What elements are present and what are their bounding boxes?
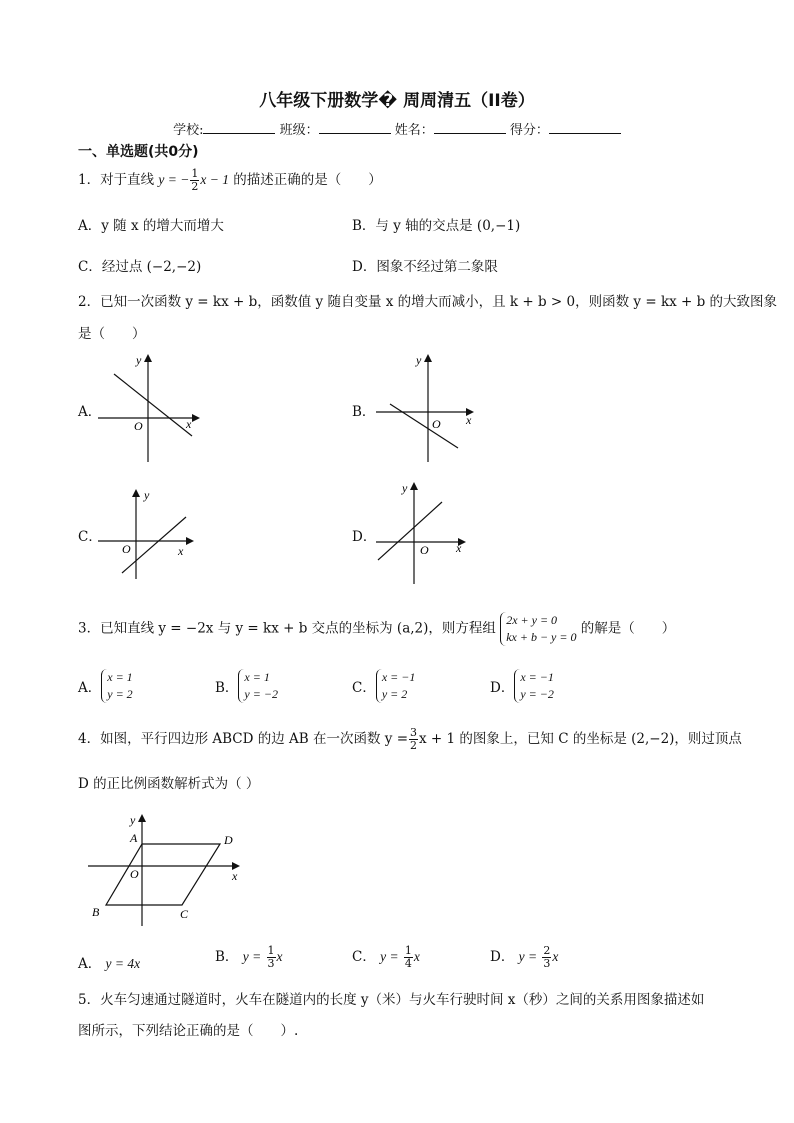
q4-origin-label: O	[130, 867, 139, 881]
q4-fraction: $\frac{3}{2}$	[410, 726, 418, 752]
q5-stem-line2: 图所示，下列结论正确的是（ ）.	[78, 1023, 299, 1039]
q3-stem	[78, 612, 675, 646]
q2-option-c-label[interactable]: C．	[78, 529, 102, 545]
score-label: 得分：	[509, 123, 549, 138]
q1-option-c[interactable]: C．经过点 (−2,−2)	[78, 259, 202, 275]
q4-point-a: A	[130, 831, 138, 845]
q2b-origin-label: O	[432, 417, 441, 431]
school-blank[interactable]	[203, 121, 275, 134]
q5-stem-line1: 5．火车匀速通过隧道时，火车在隧道内的长度 y（米）与火车行驶时间 x（秒）之间的关系用图象描述如	[78, 992, 705, 1008]
q4-option-a[interactable]: A． y = 4x	[78, 956, 141, 972]
q1-stem	[78, 168, 382, 193]
class-blank[interactable]	[319, 121, 391, 134]
q1-option-b[interactable]: B．与 y 轴的交点是 (0,−1)	[352, 218, 521, 234]
q1-eq-start: y = −	[158, 172, 190, 187]
q4-y-label: y	[130, 813, 136, 827]
q2b-x-label: x	[466, 413, 472, 427]
score-blank[interactable]	[549, 121, 621, 134]
q3-text-before: 3．已知直线 y = −2x 与 y = kx + b 交点的坐标为 (a,2)，则方程组	[78, 620, 496, 637]
name-blank[interactable]	[434, 121, 506, 134]
q4-part1: 4．如图，平行四边形 ABCD 的边 AB 在一次函数 y =	[78, 731, 409, 747]
q4-option-c[interactable]: C． y = $\frac{1}{4}$ x	[352, 944, 420, 970]
q3-equation-system: 2x + y = 0 kx + b − y = 0	[500, 612, 576, 646]
q4-option-d[interactable]: D． y = $\frac{2}{3}$ x	[490, 944, 559, 970]
q2d-y-label: y	[402, 481, 408, 495]
q3-option-b[interactable]: B． x = 1 y = −2	[215, 670, 278, 701]
section-title: 一、单选题(共0分)	[78, 144, 199, 160]
q3-option-a[interactable]: A． x = 1 y = 2	[78, 670, 133, 701]
q2-stem-line2: 是（ ）	[78, 326, 146, 342]
student-info-line	[0, 119, 794, 138]
q4-x-label: x	[232, 869, 238, 883]
name-label: 姓名：	[394, 123, 434, 138]
class-label: 班级：	[279, 123, 319, 138]
q2-graph-d	[372, 478, 482, 588]
q4-point-c: C	[180, 907, 189, 921]
q2-option-b-label[interactable]: B．	[352, 404, 376, 420]
q2d-x-label: x	[456, 541, 462, 555]
q2a-origin-label: O	[134, 419, 143, 433]
q2c-y-label: y	[144, 488, 150, 502]
q4-part2: x + 1 的图象上，已知 C 的坐标是 (2,−2)，则过顶点	[419, 731, 742, 747]
q2a-x-label: x	[186, 417, 192, 431]
q2-graph-b	[372, 350, 482, 465]
q2b-y-label: y	[416, 353, 422, 367]
q1-option-d[interactable]: D．图象不经过第二象限	[352, 259, 498, 275]
q2c-x-label: x	[178, 544, 184, 558]
q4-point-b: B	[92, 905, 100, 919]
q3-text-after: 的解是（ ）	[580, 620, 676, 637]
q1-suffix: 的描述正确的是（ ）	[233, 172, 382, 188]
q3-option-c[interactable]: C． x = −1 y = 2	[352, 670, 416, 701]
q1-prefix: 1．对于直线	[78, 172, 155, 188]
q2c-origin-label: O	[122, 542, 131, 556]
q1-option-a[interactable]: A．y 随 x 的增大而增大	[78, 218, 224, 234]
q3-option-d[interactable]: D． x = −1 y = −2	[490, 670, 554, 701]
q4-stem-line2: D 的正比例函数解析式为（ ）	[78, 776, 260, 792]
q4-stem-line1	[78, 727, 742, 752]
q2d-origin-label: O	[420, 543, 429, 557]
q1-fraction: $\frac{1}{2}$	[191, 167, 199, 193]
page-title: 八年级下册数学� 周周清五（II卷）	[259, 91, 535, 111]
q4-option-b[interactable]: B． y = $\frac{1}{3}$ x	[215, 944, 283, 970]
school-label: 学校:	[173, 123, 204, 138]
q1-eq-end: x − 1	[200, 172, 229, 187]
q2-option-d-label[interactable]: D．	[352, 529, 377, 545]
q4-parallelogram-figure	[82, 810, 252, 930]
q2-stem-line1: 2．已知一次函数 y = kx + b，函数值 y 随自变量 x 的增大而减小，且 k + b > 0，则函数 y = kx + b 的大致图象	[78, 294, 778, 310]
q2-graph-a	[94, 350, 204, 465]
q2-option-a-label[interactable]: A．	[78, 404, 102, 420]
q2-graph-c	[94, 487, 204, 582]
q4-point-d: D	[224, 833, 233, 847]
q2a-y-label: y	[136, 353, 142, 367]
